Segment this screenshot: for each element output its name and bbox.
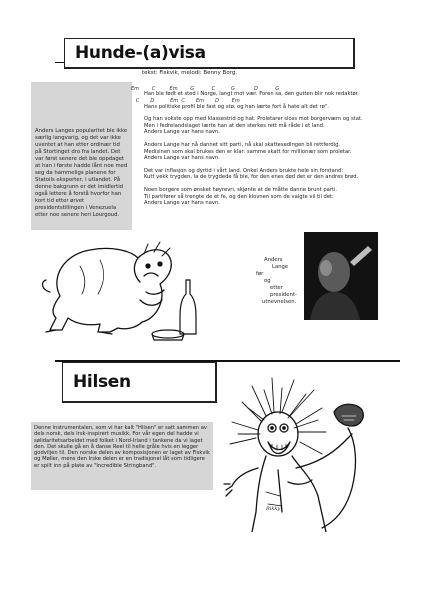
song1-intro-box bbox=[31, 82, 132, 230]
lyric-line: Anders Lange har nå dannet sitt parti, nå skal skattesedingen bli rettferdig. bbox=[144, 141, 341, 148]
caption-line: Anders bbox=[264, 257, 283, 263]
song1-title: Hunde-(a)visa bbox=[75, 43, 206, 63]
lyric-line: Men i fedrelandslaget lærte han at den sterkes rett må råde i et land. bbox=[144, 122, 325, 129]
song2-title: Hilsen bbox=[73, 372, 131, 392]
stanza-2 bbox=[144, 116, 401, 136]
lyric-line: Anders Lange var hans navn. bbox=[144, 155, 220, 162]
artist-signature: Rikky bbox=[266, 506, 281, 512]
song2-title-box bbox=[62, 362, 217, 403]
guitarist-cartoon bbox=[222, 372, 397, 532]
lyric-line: Kutt vekk trygden, la de trygdede få ble, for den enes død det er den andres brød. bbox=[144, 174, 359, 181]
chord-line: C D Em C Em D Em bbox=[131, 97, 240, 104]
lyric-line: Noen borgere som ønsket høyrevri, skjønte at de måtte danne brunt parti. bbox=[144, 186, 338, 193]
caption-line: etter bbox=[270, 285, 283, 291]
lyric-line: Anders Lange var hans navn. bbox=[144, 200, 220, 207]
photo-caption bbox=[256, 257, 326, 306]
lyric-line: Anders Lange var hans navn. bbox=[144, 129, 220, 136]
lyric-line: Og han vokste opp med klassestrid og hat. Proletarer sloss mot borgerværn og stat. bbox=[144, 116, 363, 123]
lyric-line: Det var inflasjon og dyrtid i vårt land. Onkel Anders brukte hele sin forstand: bbox=[144, 167, 344, 174]
chord-line: Em C Em G C G D G bbox=[131, 86, 280, 92]
song1-title-box bbox=[64, 38, 355, 69]
bulldog-cartoon bbox=[40, 236, 210, 346]
stanza-5 bbox=[144, 187, 401, 207]
song2-text: Denne instrumentalen, som vi har kalt "Hilsen" er satt sammen av dels norsk, dels Irsk-inspirert musikk. For vår egen del hadde vi sølidaritetsarbeidet med folket i Nord-Irland i tankene da vi laget den. Det skulle gå en å danse Reel til helle gråle hvis en legger godviljen til. Den norske delen av komposisjonen er laget av Fiskvik og Møller, mens den Irske delen er en tradisjonel låt som tidligere er spilt inn på plate av "Incredible Stringband". bbox=[34, 425, 210, 469]
stanza-3 bbox=[144, 142, 401, 162]
lyric-line: Han ble født et sted i Norge, langt mot vær. Foren sa, den gutten blir nok redaktør. bbox=[144, 91, 359, 97]
caption-line: og bbox=[264, 278, 271, 284]
song1-lyrics bbox=[131, 86, 401, 213]
stanza-1 bbox=[131, 91, 401, 110]
caption-line: utnevnelsen. bbox=[262, 299, 297, 305]
caption-line: før bbox=[256, 271, 264, 277]
lyric-line: Medisinen som skal brukes den er klar: samme skatt for millionær som proletar. bbox=[144, 148, 352, 155]
song1-credits: tekst: Fiskvik, melodi: Benny Borg. bbox=[142, 70, 238, 76]
song1-intro-text: Anders Langes popularitet ble ikke særlig langvarig, og det var ikke uventet at han etter ordinær tid på Stortinget dro fra landet. Det var først senere det ble oppdaget at han i første hadde lånt noe med seg da hammeligs planene for Statoils eksporter, i utlandet. På denne bakgrunn er det imidlertid også lettere å forstå hvorfor han kort tid etter ørvet presidentstillingen i Venezuela etter noe senere heri Lourgoud. bbox=[35, 128, 128, 218]
caption-line: president- bbox=[270, 292, 297, 298]
caption-line: Lange bbox=[272, 264, 289, 270]
song2-text-box bbox=[31, 422, 213, 490]
lyric-line: Hans politiske profil ble fast og stø, og han lærte fort å hate alt det rø". bbox=[144, 103, 329, 110]
lyric-line: Til partifører så trengte de et fe, og den klovnen som de valgte vil til det: bbox=[144, 193, 334, 200]
stanza-4 bbox=[144, 168, 401, 181]
